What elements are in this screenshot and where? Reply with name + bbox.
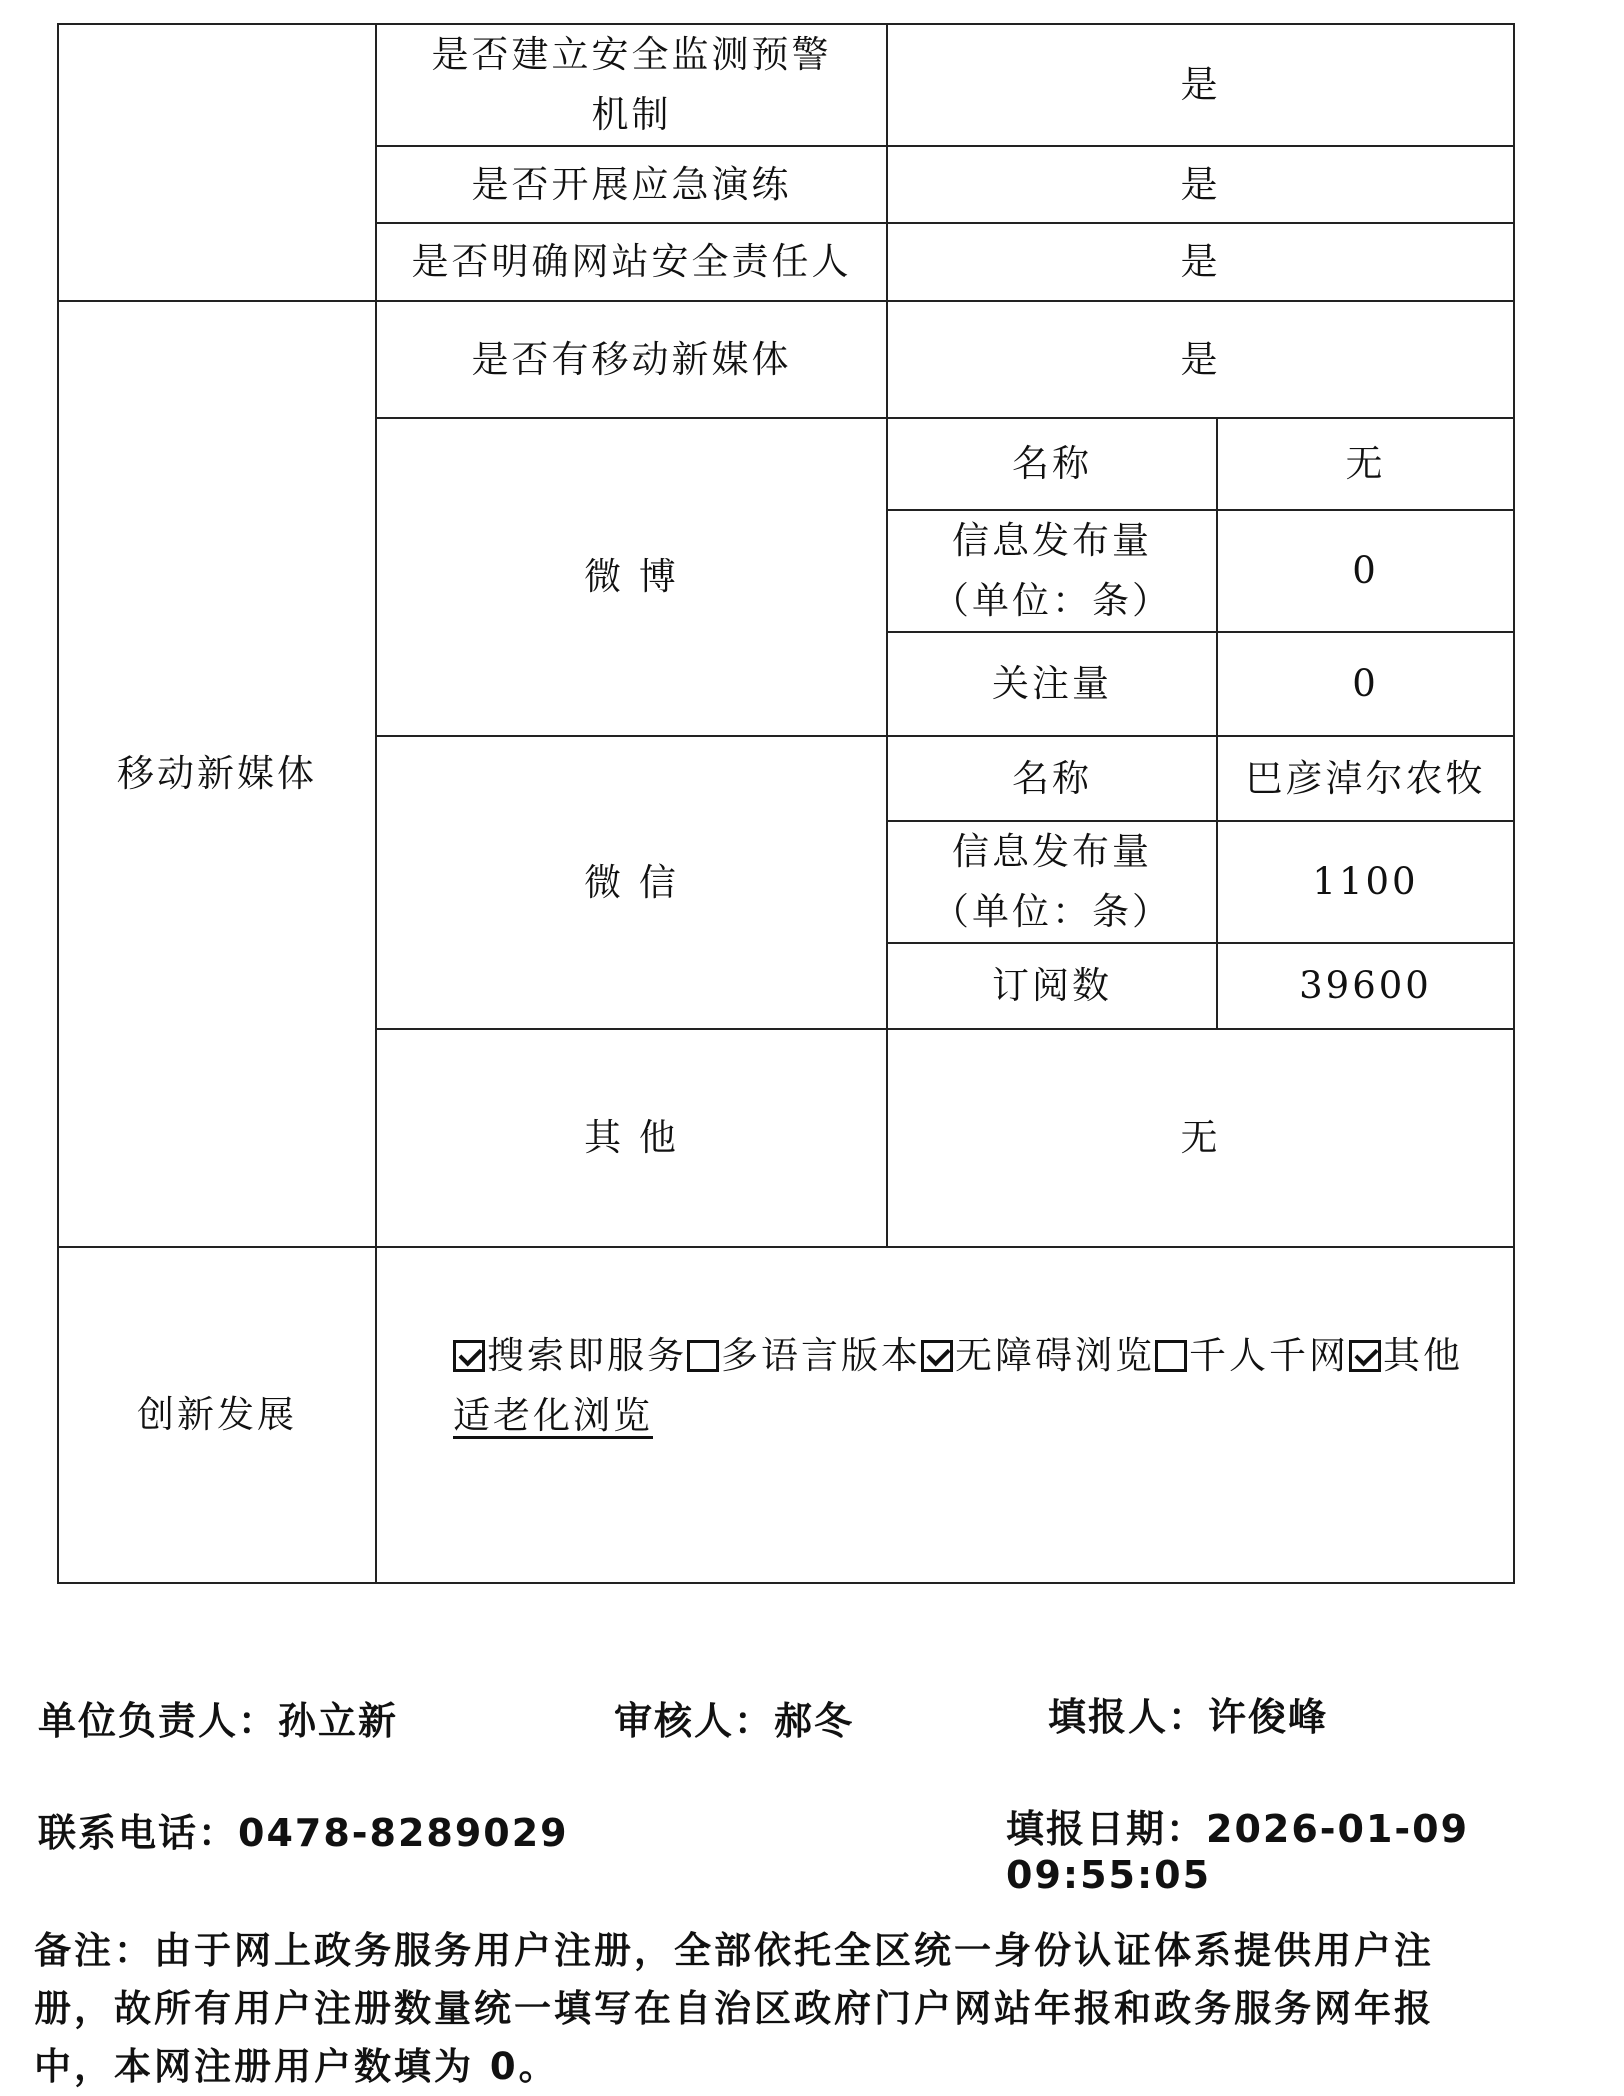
owner-label: 是否明确网站安全责任人 (376, 223, 887, 301)
checkbox-checked-icon[interactable] (453, 1340, 485, 1372)
has-mobile-label: 是否有移动新媒体 (376, 301, 887, 418)
wechat-name-label: 名称 (887, 736, 1217, 821)
drill-label: 是否开展应急演练 (376, 146, 887, 223)
monitor-label: 是否建立安全监测预警机制 (376, 24, 887, 146)
security-section-cell (58, 24, 376, 301)
wechat-name-value: 巴彦淖尔农牧 (1217, 736, 1514, 821)
innovation-section-label: 创新发展 (58, 1247, 376, 1583)
footnote: 备注：由于网上政务服务用户注册，全部依托全区统一身份认证体系提供用户注册，故所有用户注册数量统一填写在自治区政府门户网站年报和政务服务网年报中，本网注册用户数填为 0。 (34, 1929, 1434, 2088)
table-row (58, 1247, 1514, 1583)
option-accessible[interactable]: 无障碍浏览 (921, 1334, 1155, 1377)
checkbox-checked-icon[interactable] (1349, 1340, 1381, 1372)
wechat-subs-label: 订阅数 (887, 943, 1217, 1029)
fill-date: 填报日期：2026-01-09 09:55:05 (1006, 1807, 1470, 1897)
weibo-follow-label: 关注量 (887, 632, 1217, 736)
monitor-value: 是 (887, 24, 1514, 146)
weibo-name-label: 名称 (887, 418, 1217, 510)
checkbox-checked-icon[interactable] (921, 1340, 953, 1372)
checkbox-empty-icon[interactable] (1155, 1340, 1187, 1372)
mobile-section-label: 移动新媒体 (58, 301, 376, 1247)
has-mobile-value: 是 (887, 301, 1514, 418)
weibo-follow-value: 0 (1217, 632, 1514, 736)
option-multilingual[interactable]: 多语言版本 (687, 1334, 921, 1377)
weibo-label: 微 博 (376, 418, 887, 736)
table-row (58, 301, 1514, 418)
contact-phone: 联系电话：0478-8289029 (38, 1811, 569, 1855)
filler: 填报人：许俊峰 (1048, 1695, 1329, 1739)
table-row (58, 24, 1514, 146)
wechat-posts-value: 1100 (1217, 821, 1514, 943)
innovation-options (376, 1247, 1514, 1583)
other-text: 适老化浏览 (453, 1394, 653, 1437)
other-media-label: 其 他 (376, 1029, 887, 1247)
reviewer: 审核人：郝冬 (614, 1699, 855, 1743)
option-search-service[interactable]: 搜索即服务 (453, 1334, 687, 1377)
wechat-label: 微 信 (376, 736, 887, 1029)
weibo-posts-label: 信息发布量（单位：条） (887, 510, 1217, 632)
unit-head: 单位负责人：孙立新 (38, 1699, 399, 1743)
option-other[interactable]: 其他 (1349, 1334, 1463, 1377)
wechat-subs-value: 39600 (1217, 943, 1514, 1029)
weibo-posts-value: 0 (1217, 510, 1514, 632)
owner-value: 是 (887, 223, 1514, 301)
weibo-name-value: 无 (1217, 418, 1514, 510)
wechat-posts-label: 信息发布量（单位：条） (887, 821, 1217, 943)
option-personalized[interactable]: 千人千网 (1155, 1334, 1349, 1377)
other-media-value: 无 (887, 1029, 1514, 1247)
drill-value: 是 (887, 146, 1514, 223)
checkbox-empty-icon[interactable] (687, 1340, 719, 1372)
report-table (57, 23, 1515, 1584)
